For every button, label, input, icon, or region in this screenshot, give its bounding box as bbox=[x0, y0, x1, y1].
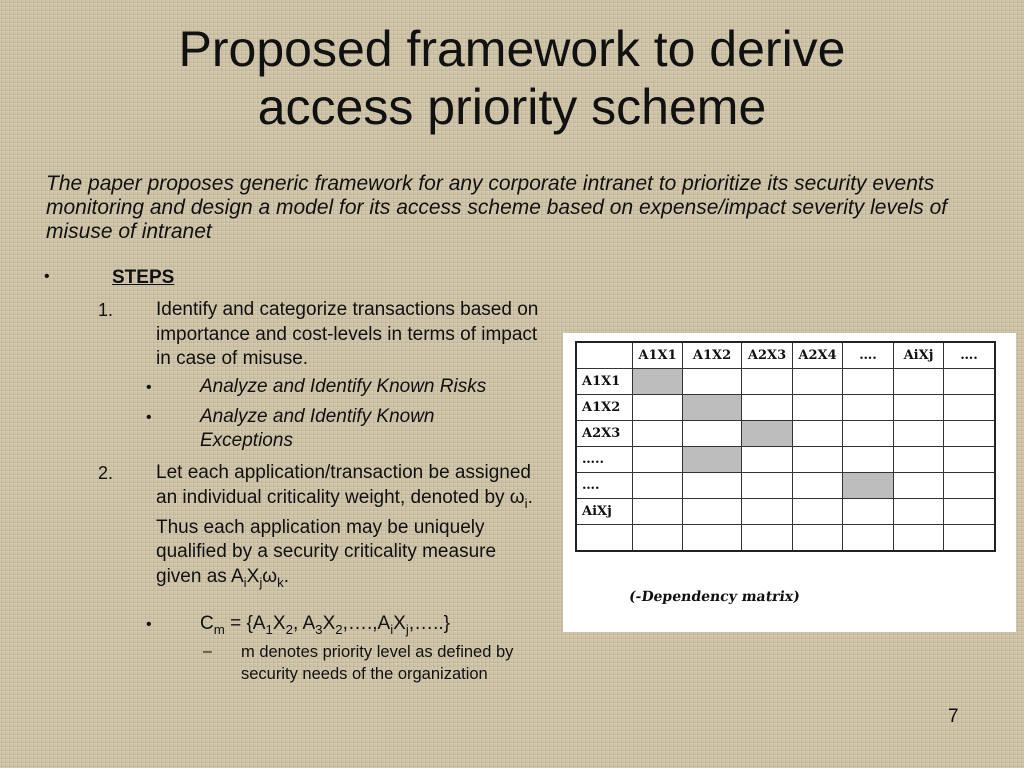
step-1-number: 1. bbox=[98, 300, 114, 320]
col-header: A1X1 bbox=[633, 342, 683, 369]
criticality-formula: $C_m = \{A_1X_2$, $A_3X_2,\dots.,A_iX_j,\dots$..} bbox=[200, 613, 450, 637]
row-header: ….. bbox=[576, 447, 633, 473]
step-2-text: Let each application/transaction be assigned an individual criticality weight, denoted by $\omega_i$. Thus each application may be uniquely qualified by a security criticality measure given as $A_iX_j\omega_k$. bbox=[156, 462, 533, 590]
matrix-row bbox=[576, 525, 995, 552]
title-line-2: access priority scheme bbox=[257, 79, 767, 135]
intro-paragraph: The paper proposes generic framework for any corporate intranet to prioritize its security events monitoring and design a model for its access scheme based on expense/impact severity levels of misuse of intranet bbox=[46, 172, 948, 243]
row-header: A1X1 bbox=[576, 369, 633, 395]
page-number: 7 bbox=[948, 706, 959, 727]
col-header: A2X4 bbox=[793, 342, 843, 369]
matrix-row bbox=[576, 395, 995, 421]
matrix-row bbox=[576, 499, 995, 525]
step-2-number: 2. bbox=[98, 463, 114, 483]
matrix-cell-shaded bbox=[683, 447, 742, 473]
row-header bbox=[576, 525, 633, 552]
col-header: …. bbox=[944, 342, 996, 369]
sub-bullet-1: • bbox=[146, 379, 152, 396]
title-line-1: Proposed framework to derive bbox=[178, 21, 846, 77]
step-1-sub-1: Analyze and Identify Known Risks bbox=[200, 376, 487, 397]
step-1-sub-2: Analyze and Identify Known Exceptions bbox=[200, 406, 435, 451]
matrix-corner bbox=[576, 342, 633, 369]
matrix-cell-shaded bbox=[633, 369, 683, 395]
matrix-cell-shaded bbox=[683, 395, 742, 421]
dependency-matrix-figure bbox=[563, 333, 1016, 632]
sub-bullet-2: • bbox=[146, 409, 152, 426]
steps-bullet: • bbox=[44, 268, 50, 285]
priority-note: m denotes priority level as defined by security needs of the organization bbox=[241, 643, 514, 683]
matrix-cell-shaded bbox=[742, 421, 793, 447]
matrix-row bbox=[576, 421, 995, 447]
col-header: …. bbox=[843, 342, 894, 369]
row-header: …. bbox=[576, 473, 633, 499]
matrix-row bbox=[576, 473, 995, 499]
matrix-row bbox=[576, 369, 995, 395]
matrix-caption: (-Dependency matrix) bbox=[627, 589, 801, 605]
col-header: AiXj bbox=[894, 342, 944, 369]
row-header: A1X2 bbox=[576, 395, 633, 421]
slide-title bbox=[60, 20, 964, 136]
row-header: A2X3 bbox=[576, 421, 633, 447]
note-dash: – bbox=[203, 643, 212, 660]
steps-heading: STEPS bbox=[112, 267, 175, 288]
dependency-matrix bbox=[575, 341, 996, 552]
col-header: A1X2 bbox=[683, 342, 742, 369]
matrix-row bbox=[576, 447, 995, 473]
formula-bullet: • bbox=[146, 616, 152, 633]
row-header: AiXj bbox=[576, 499, 633, 525]
step-1-text: Identify and categorize transactions based on importance and cost-levels in terms of impact in case of misuse. bbox=[156, 299, 539, 369]
matrix-cell-shaded bbox=[843, 473, 894, 499]
matrix-header-row bbox=[576, 342, 995, 369]
col-header: A2X3 bbox=[742, 342, 793, 369]
